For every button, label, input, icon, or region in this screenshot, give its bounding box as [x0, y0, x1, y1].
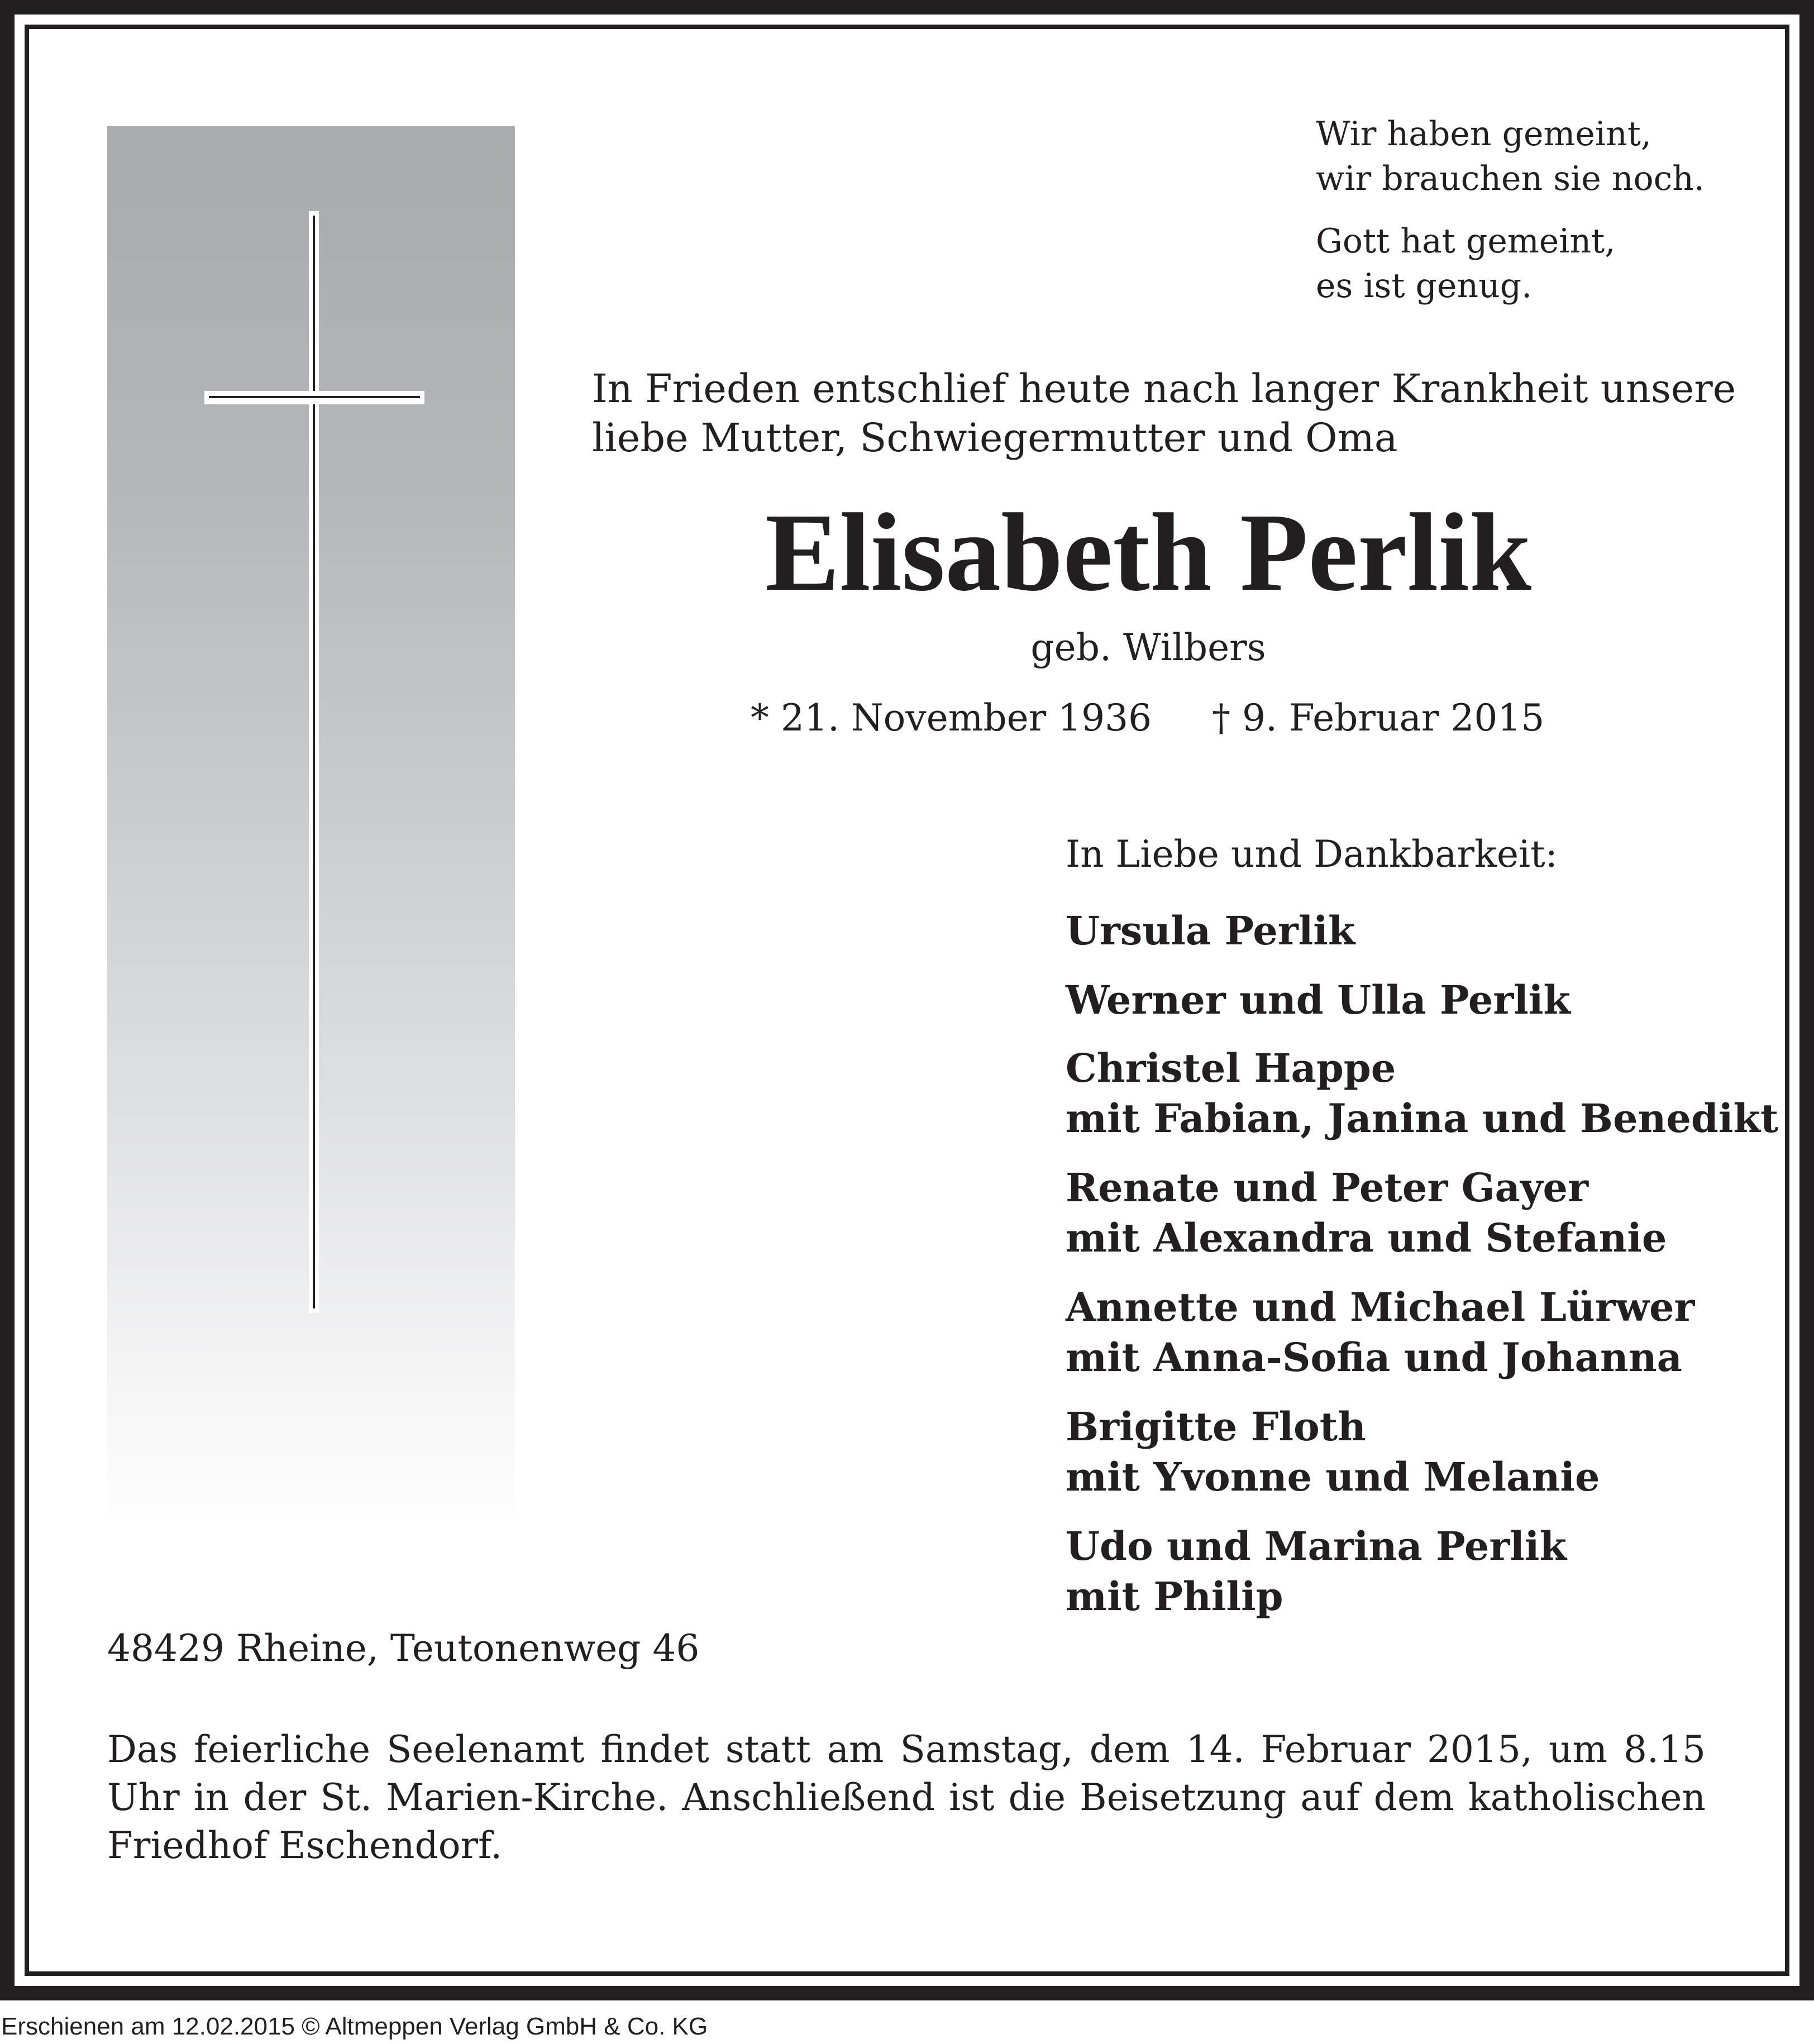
cross-vertical-line: [313, 216, 315, 1308]
cross-horizontal-line: [209, 396, 420, 398]
publication-footer: Erschienen am 12.02.2015 © Altmeppen Verlag GmbH & Co. KG: [1, 2013, 708, 2040]
verse-line-1: Wir haben gemeint,: [1316, 114, 1651, 154]
mourner-line: mit Philip: [1066, 1573, 1283, 1620]
verse-line-4: es ist genug.: [1316, 266, 1533, 305]
intro-line-2: liebe Mutter, Schwiegermutter und Oma: [592, 415, 1398, 461]
mourner-line: Christel Happe: [1066, 1045, 1396, 1091]
mourner-line: Udo und Marina Perlik: [1066, 1523, 1567, 1569]
mourner-line: mit Alexandra und Stefanie: [1066, 1215, 1667, 1261]
mourner-line: mit Yvonne und Melanie: [1066, 1454, 1600, 1500]
mourner-line: Werner und Ulla Perlik: [1066, 977, 1570, 1023]
mourner-line: Ursula Perlik: [1066, 908, 1355, 954]
maiden-name: geb. Wilbers: [1030, 626, 1266, 669]
verse-line-2: wir brauchen sie noch.: [1316, 159, 1705, 198]
deceased-name: Elisabeth Perlik: [765, 491, 1532, 614]
death-date: † 9. Februar 2015: [1212, 696, 1545, 739]
mourner-line: Brigitte Floth: [1066, 1403, 1366, 1450]
birth-date: * 21. November 1936: [751, 696, 1152, 739]
mourner-line: mit Anna-Sofia und Johanna: [1066, 1334, 1683, 1381]
service-announcement: Das feierliche Seelenamt findet statt am Samstag, dem 14. Februar 2015, um 8.15 Uhr in der St. Marien-Kirche. Anschließend ist die Beisetzung auf dem katholischen Friedhof Eschendorf.: [107, 1728, 1706, 1867]
address: 48429 Rheine, Teutonenweg 46: [107, 1627, 700, 1670]
mourner-line: Renate und Peter Gayer: [1066, 1164, 1588, 1211]
verse-line-3: Gott hat gemeint,: [1316, 222, 1616, 261]
mourner-line: Annette und Michael Lürwer: [1066, 1284, 1695, 1330]
intro-line-1: In Frieden entschlief heute nach langer Krankheit unsere: [592, 366, 1736, 412]
mourner-line: mit Fabian, Janina und Benedikt: [1066, 1095, 1779, 1142]
mourners-heading: In Liebe und Dankbarkeit:: [1066, 833, 1558, 876]
